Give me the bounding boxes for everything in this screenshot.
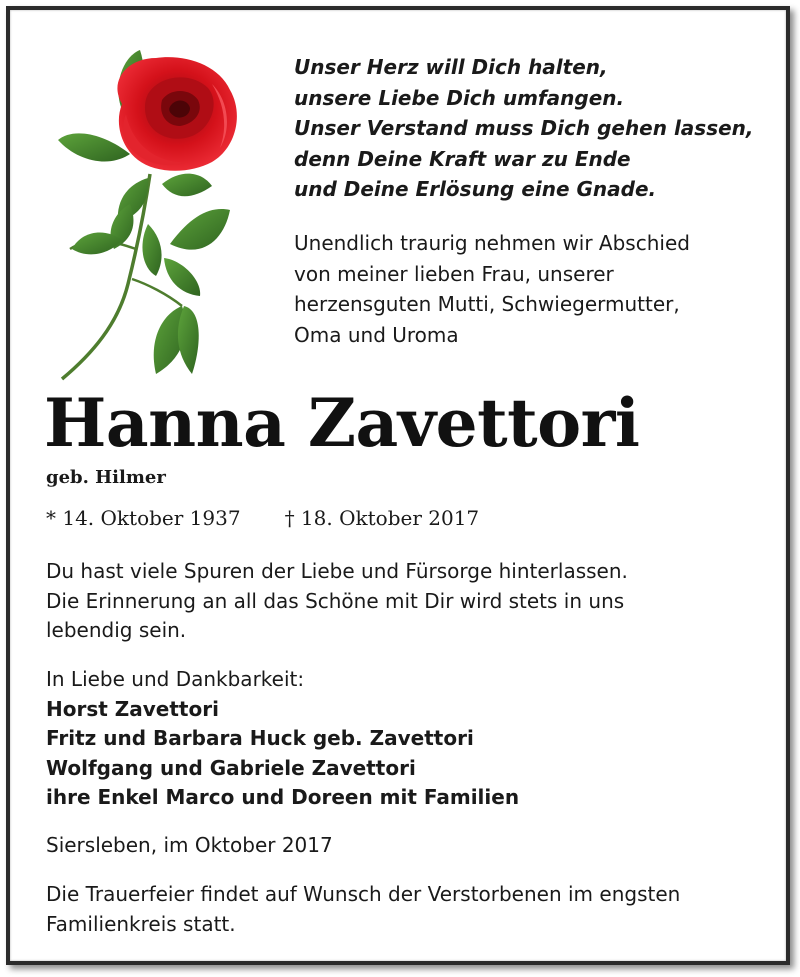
intro-line: Oma und Uroma <box>294 322 459 347</box>
birth-date: * 14. Oktober 1937 <box>46 506 241 530</box>
intro-line: von meiner lieben Frau, unserer <box>294 261 614 286</box>
poem-line: denn Deine Kraft war zu Ende <box>294 146 631 171</box>
funeral-notice <box>46 880 776 939</box>
mourners-heading: In Liebe und Dankbarkeit: <box>46 667 305 691</box>
life-dates <box>46 504 479 532</box>
tribute-line: Die Erinnerung an all das Schöne mit Dir wird stets in uns <box>46 588 625 613</box>
deceased-name: Hanna Zavettori <box>44 384 640 462</box>
poem-line: Unser Herz will Dich halten, <box>294 55 608 79</box>
mourners-list <box>46 665 776 813</box>
poem-line: Unser Verstand muss Dich gehen lassen, <box>294 116 754 140</box>
tribute-line: Du hast viele Spuren der Liebe und Fürsorge hinterlassen. <box>46 559 628 583</box>
poem <box>294 52 774 205</box>
maiden-name: geb. Hilmer <box>46 467 166 488</box>
death-date: † 18. Oktober 2017 <box>284 506 480 530</box>
mourner-name: Fritz und Barbara Huck geb. Zavettori <box>46 726 474 750</box>
mourner-name: Wolfgang und Gabriele Zavettori <box>46 755 416 780</box>
poem-line: unsere Liebe Dich umfangen. <box>294 85 625 110</box>
place-date: Siersleben, im Oktober 2017 <box>46 833 333 857</box>
tribute-text <box>46 557 776 646</box>
farewell-intro <box>294 228 774 350</box>
mourner-name: ihre Enkel Marco und Doreen mit Familien <box>46 785 520 809</box>
funeral-line: Die Trauerfeier findet auf Wunsch der Verstorbenen im engsten <box>46 882 681 906</box>
poem-line: und Deine Erlösung eine Gnade. <box>294 177 657 201</box>
tribute-line: lebendig sein. <box>46 618 187 642</box>
funeral-line: Familienkreis statt. <box>46 911 236 936</box>
red-rose-icon <box>52 44 252 389</box>
mourner-name: Horst Zavettori <box>46 696 219 721</box>
intro-line: herzensguten Mutti, Schwiegermutter, <box>294 292 680 316</box>
intro-line: Unendlich traurig nehmen wir Abschied <box>294 231 690 255</box>
